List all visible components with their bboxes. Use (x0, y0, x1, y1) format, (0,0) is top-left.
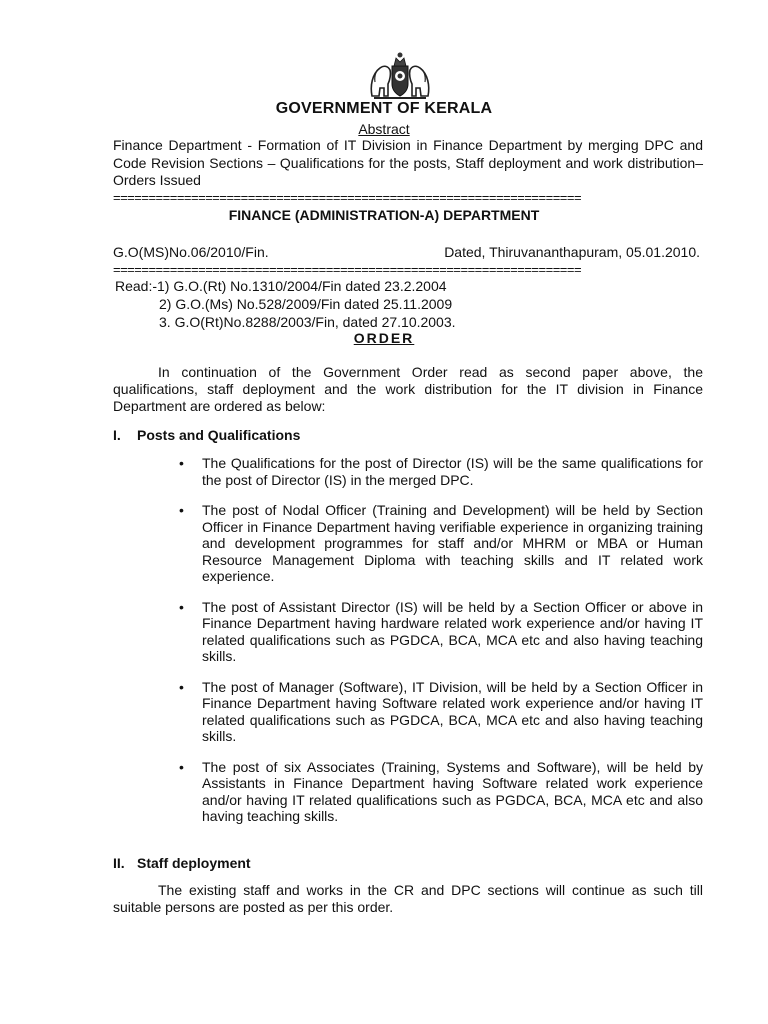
staff-deployment-text: The existing staff and works in the CR and DPC sections will continue as such till suitable persons are posted as per this order. (113, 882, 703, 915)
section-number: II. (113, 855, 125, 871)
abstract-label: Abstract (358, 121, 410, 137)
list-item: • The post of Manager (Software), IT Division, will be held by a Section Officer in Finance Department having Software related work experience and/or having IT related qualifications such as PGDCA, BCA, MCA etc and also having teaching skills. (179, 678, 703, 744)
list-item: • The post of six Associates (Training, Systems and Software), will be held by Assistants in Finance Department having Software related work experience and/or having IT related qualifications such as PGDCA, BCA, MCA etc and also having teaching skills. (179, 758, 703, 824)
section-number: I. (113, 427, 121, 443)
order-date: Dated, Thiruvananthapuram, 05.01.2010. (444, 244, 700, 260)
divider-rule: ================================================================== (113, 264, 582, 275)
section-heading (113, 427, 300, 443)
order-title: ORDER (353, 330, 415, 346)
reference-item: 3. G.O(Rt)No.8288/2003/Fin, dated 27.10.2003. (159, 314, 456, 330)
go-number: G.O(MS)No.06/2010/Fin. (113, 244, 269, 260)
list-item: • The post of Assistant Director (IS) will be held by a Section Officer or above in Finance Department having hardware related work experience and/or having IT related qualifications such as PGDCA, BCA, MCA etc and also having teaching skills. (179, 598, 703, 664)
page-title: GOVERNMENT OF KERALA (275, 100, 493, 117)
list-item: • The Qualifications for the post of Director (IS) will be the same qualifications for the post of Director (IS) in the merged DPC. (179, 455, 703, 488)
bullet-icon: • (179, 678, 184, 695)
bullet-icon: • (179, 758, 184, 775)
list-item: • The post of Nodal Officer (Training and Development) will be held by Section Officer in Finance Department having verifiable experience in organizing training and development programmes for staff and/or MHRM or MBA or Human Resource Management Diploma with teaching skills and IT related work experience. (179, 502, 703, 584)
qualifications-list (177, 455, 703, 839)
reference-item: Read:-1) G.O.(Rt) No.1310/2004/Fin dated 23.2.2004 (115, 278, 447, 294)
bullet-icon: • (179, 455, 184, 471)
abstract-text: Finance Department - Formation of IT Division in Finance Department by merging DPC and Code Revision Sections – Qualifications for the posts, Staff deployment and work distribution– Orders Issued (113, 137, 703, 188)
reference-item: 2) G.O.(Ms) No.528/2009/Fin dated 25.11.2009 (159, 296, 453, 312)
kerala-emblem-icon (368, 50, 432, 104)
references-list (115, 277, 456, 331)
bullet-icon: • (179, 598, 184, 615)
section-title: Posts and Qualifications (137, 427, 301, 443)
bullet-icon: • (179, 502, 184, 518)
order-intro: In continuation of the Government Order read as second paper above, the qualifications, staff deployment and the work distribution for the IT division in Finance Department are ordered as below: (113, 364, 703, 414)
department-heading: FINANCE (ADMINISTRATION-A) DEPARTMENT (228, 207, 540, 223)
section-title: Staff deployment (137, 855, 251, 871)
divider-rule: ================================================================== (113, 192, 582, 203)
section-heading (113, 855, 251, 871)
